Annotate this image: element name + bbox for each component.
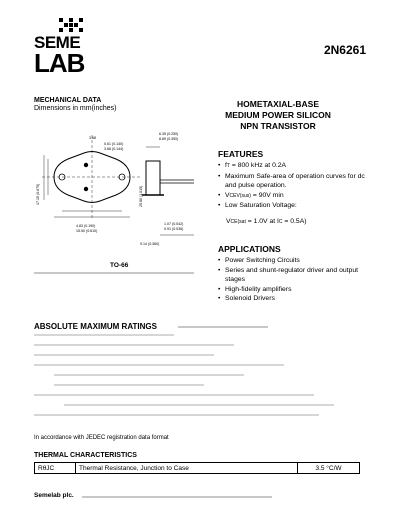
abs-max-heading: ABSOLUTE MAXIMUM RATINGS	[34, 322, 157, 331]
thermal-table	[34, 462, 360, 474]
package-name: TO-66	[110, 262, 129, 269]
application-item: • Series and shunt-regulator driver and output stages	[218, 266, 368, 285]
rating-row	[54, 374, 244, 376]
logo-lab: LAB	[34, 48, 85, 78]
application-item: • Solenoid Drivers	[218, 294, 368, 304]
dim-body-width: 17.15 (0.675)	[36, 183, 40, 205]
part-number: 2N6261	[323, 43, 366, 57]
rating-row	[64, 404, 334, 406]
thermal-description: Thermal Resistance, Junction to Case	[76, 463, 298, 474]
dim-top-hole-1: 0.61 (0.140)	[104, 142, 124, 146]
rating-row	[34, 414, 319, 416]
product-title	[210, 99, 346, 132]
feature-vcev: • VCEV(sus) = 90V min	[218, 191, 368, 202]
pin-info-line	[34, 272, 194, 274]
rating-row	[34, 364, 284, 366]
dim-bottom-b: 15.50 (0.610)	[76, 229, 98, 233]
feature-ft: • fT = 800 kHz at 0.2A	[218, 161, 368, 172]
mechanical-data-subtitle: Dimensions in mm(inches)	[34, 105, 117, 112]
applications-heading: APPLICATIONS	[218, 244, 281, 254]
application-item: • Power Switching Circuits	[218, 256, 368, 266]
logo-seme: SEME	[34, 33, 81, 52]
footer-contact-line	[82, 496, 272, 498]
dim-side-b: 8.89 (0.350)	[159, 137, 179, 141]
dim-lead-b: 0.91 (0.036)	[164, 227, 184, 231]
features-list	[218, 161, 368, 211]
dim-top-hole-2: 3.66 (0.144)	[104, 147, 124, 151]
thermal-heading: THERMAL CHARACTERISTICS	[34, 452, 137, 459]
dim-lead-a: 1.07 (0.042)	[164, 222, 184, 226]
thermal-symbol: RθJC	[35, 463, 76, 474]
dim-top-width: 3.68	[89, 136, 96, 140]
table-row	[35, 463, 360, 474]
features-heading: FEATURES	[218, 149, 264, 159]
side-view-body	[146, 161, 160, 195]
mechanical-data-title: MECHANICAL DATA	[34, 97, 102, 104]
rating-row	[34, 394, 314, 396]
abs-max-rows	[34, 334, 354, 424]
product-title-line-2: MEDIUM POWER SILICON	[225, 110, 331, 120]
rating-row	[34, 334, 174, 336]
footer-company: Semelab plc.	[34, 492, 74, 499]
dim-bottom-a: 4.83 (0.190)	[76, 224, 96, 228]
dim-side-a: 6.35 (0.250)	[159, 132, 179, 136]
rating-row	[54, 384, 204, 386]
feature-safe-area: • Maximum Safe-area of operation curves for dc and pulse operation.	[218, 172, 368, 191]
abs-max-condition-line	[178, 326, 268, 328]
semelab-logo	[34, 18, 104, 78]
jedec-note: In accordance with JEDEC registration data format	[34, 435, 169, 441]
thermal-value: 3.5 °C/W	[298, 463, 360, 474]
pin-1	[84, 163, 88, 167]
mechanical-drawing	[34, 125, 199, 265]
application-item: • High-fidelity amplifiers	[218, 285, 368, 295]
rating-row	[34, 354, 214, 356]
product-title-line-1: HOMETAXIAL-BASE	[236, 99, 319, 109]
applications-list	[218, 256, 368, 304]
pin-2	[84, 187, 88, 191]
product-title-line-3: NPN TRANSISTOR	[240, 121, 316, 131]
feature-vce-sat: VCE(sat = 1.0V at IC = 0.5A)	[226, 218, 307, 225]
dim-lead-length: 9.14 (0.360)	[140, 242, 160, 246]
rating-row	[34, 344, 234, 346]
dim-body-height: 25.80 (1.015)	[139, 185, 143, 207]
feature-low-sat: • Low Saturation Voltage:	[218, 201, 368, 211]
logo-grid-icon	[59, 18, 104, 32]
